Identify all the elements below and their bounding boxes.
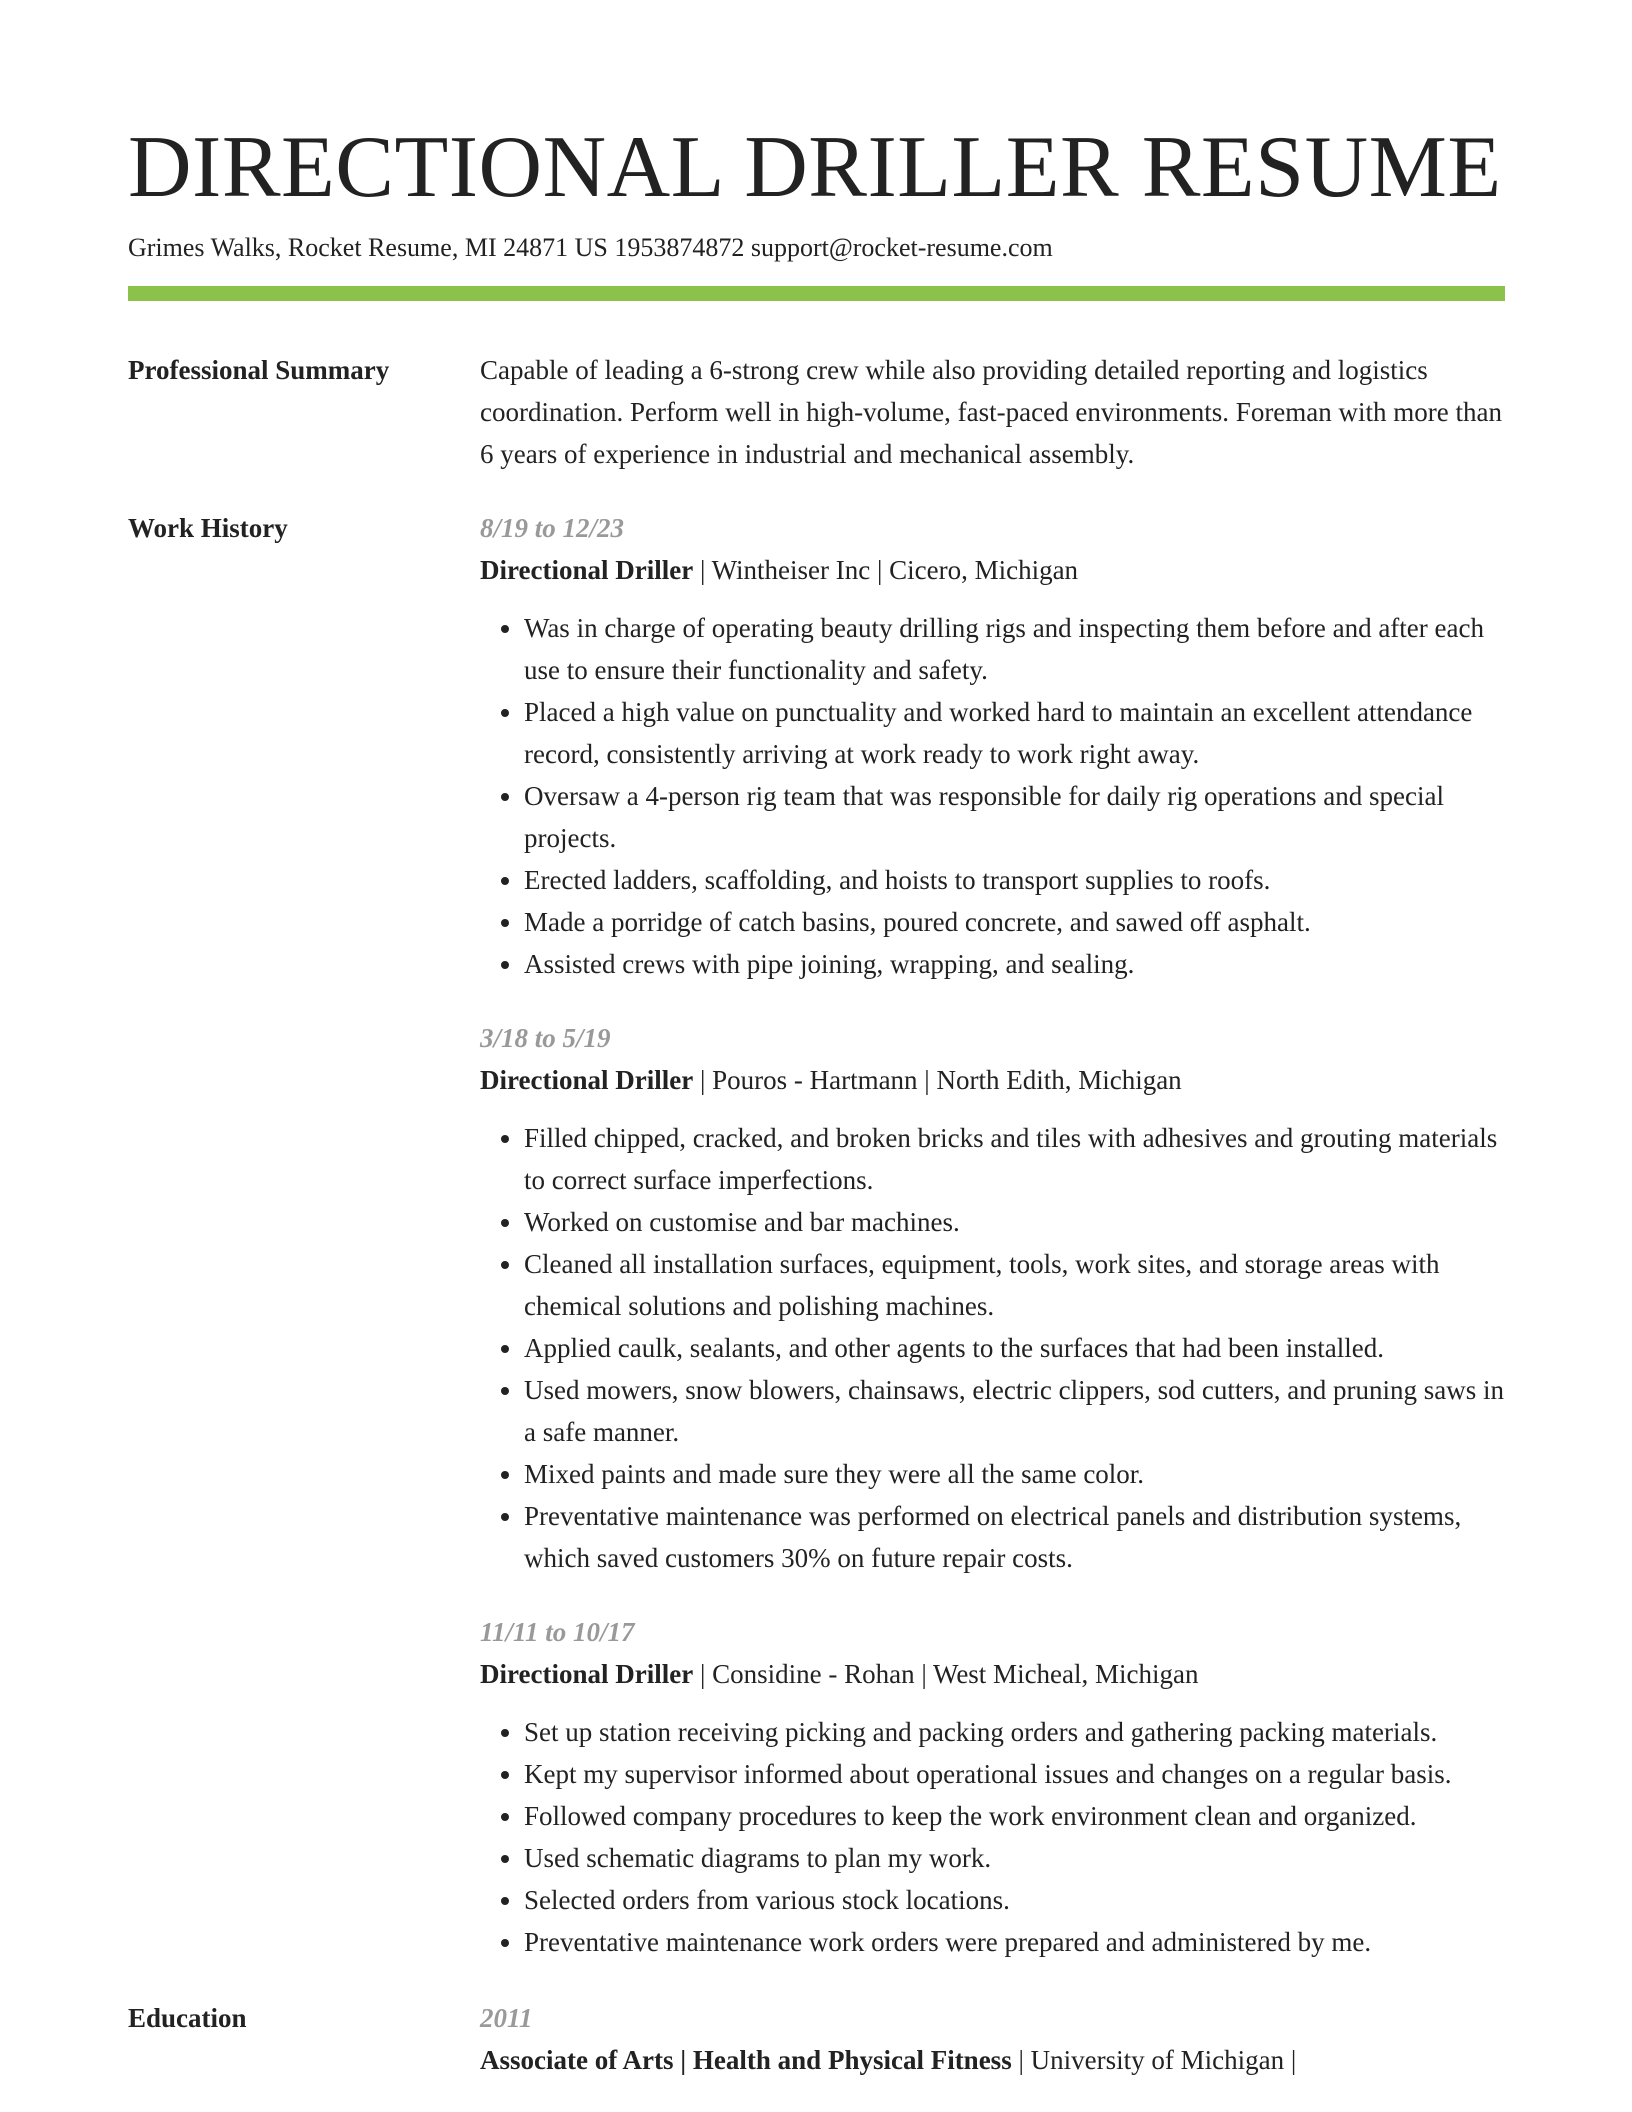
job-duty: • Mixed paints and made sure they were all the same color. [524, 1453, 1505, 1495]
job-duty: • Selected orders from various stock locations. [524, 1879, 1505, 1921]
job-duties-list [480, 1711, 1505, 1963]
job-duty: • Was in charge of operating beauty drilling rigs and inspecting them before and after each use to ensure their functionality and safety. [524, 607, 1505, 691]
education-label: Education [128, 2003, 247, 2033]
job-dates: 3/18 to 5/19 [480, 1023, 611, 1053]
job-duty: • Applied caulk, sealants, and other agents to the surfaces that had been installed. [524, 1327, 1505, 1369]
job-employer-location: | Considine - Rohan | West Micheal, Michigan [693, 1659, 1199, 1689]
job-duty: • Set up station receiving picking and packing orders and gathering packing materials. [524, 1711, 1505, 1753]
summary-section [128, 349, 1505, 475]
resume-header [128, 118, 1505, 266]
education-field: Health and Physical Fitness [692, 2045, 1012, 2075]
job-duty: • Worked on customise and bar machines. [524, 1201, 1505, 1243]
work-history-section [128, 507, 1505, 1963]
job-role: Directional Driller [480, 1659, 694, 1689]
education-year: 2011 [480, 2003, 533, 2033]
work-history-content [480, 507, 1505, 1963]
education-school: | University of Michigan | [1011, 2045, 1297, 2075]
job-duty: • Placed a high value on punctuality and worked hard to maintain an excellent attendance record, consistently arriving at work ready to work right away. [524, 691, 1505, 775]
education-degree: Associate of Arts [480, 2045, 674, 2075]
job-title-line [480, 1059, 1505, 1101]
contact-line: Grimes Walks, Rocket Resume, MI 24871 US 1953874872 support@rocket-resume.com [128, 233, 1053, 262]
education-degree-line [480, 2039, 1505, 2081]
education-separator: | [673, 2045, 693, 2075]
section-spacer [128, 475, 1505, 507]
resume-body [128, 349, 1505, 2081]
job-dates: 8/19 to 12/23 [480, 513, 625, 543]
job-duty: • Preventative maintenance work orders were prepared and administered by me. [524, 1921, 1505, 1963]
job-employer-location: | Wintheiser Inc | Cicero, Michigan [693, 555, 1079, 585]
job-entry [480, 1611, 1505, 1963]
page-title: DIRECTIONAL DRILLER RESUME [128, 119, 1502, 216]
job-duty: • Followed company procedures to keep the work environment clean and organized. [524, 1795, 1505, 1837]
job-duty: • Cleaned all installation surfaces, equipment, tools, work sites, and storage areas with chemical solutions and polishing machines. [524, 1243, 1505, 1327]
job-dates: 11/11 to 10/17 [480, 1617, 635, 1647]
job-duty: • Used schematic diagrams to plan my work. [524, 1837, 1505, 1879]
summary-text: Capable of leading a 6-strong crew while also providing detailed reporting and logistics coordination. Perform well in high-volume, fast-paced environments. Foreman with more than 6 years of experience in industrial and mechanical assembly. [480, 355, 1502, 469]
job-duty: • Preventative maintenance was performed on electrical panels and distribution systems, which saved customers 30% on future repair costs. [524, 1495, 1505, 1579]
work-history-label: Work History [128, 513, 288, 543]
job-duties-list [480, 1117, 1505, 1579]
job-duty: • Used mowers, snow blowers, chainsaws, electric clippers, sod cutters, and pruning saws in a safe manner. [524, 1369, 1505, 1453]
education-section [128, 1997, 1505, 2081]
job-employer-location: | Pouros - Hartmann | North Edith, Michigan [693, 1065, 1182, 1095]
job-title-line [480, 1653, 1505, 1695]
job-duties-list [480, 607, 1505, 985]
job-role: Directional Driller [480, 1065, 694, 1095]
job-entry [480, 507, 1505, 985]
job-duty: • Made a porridge of catch basins, poured concrete, and sawed off asphalt. [524, 901, 1505, 943]
education-content [480, 1997, 1505, 2081]
job-duty: • Erected ladders, scaffolding, and hoists to transport supplies to roofs. [524, 859, 1505, 901]
job-duty: • Oversaw a 4-person rig team that was responsible for daily rig operations and special projects. [524, 775, 1505, 859]
summary-content [480, 349, 1505, 475]
job-role: Directional Driller [480, 555, 694, 585]
summary-label: Professional Summary [128, 355, 390, 385]
accent-divider [128, 286, 1505, 301]
job-duty: • Filled chipped, cracked, and broken bricks and tiles with adhesives and grouting materials to correct surface imperfections. [524, 1117, 1505, 1201]
job-title-line [480, 549, 1505, 591]
job-entry [480, 1017, 1505, 1579]
job-duty: • Assisted crews with pipe joining, wrapping, and sealing. [524, 943, 1505, 985]
section-spacer [128, 1963, 1505, 1997]
job-duty: • Kept my supervisor informed about operational issues and changes on a regular basis. [524, 1753, 1505, 1795]
